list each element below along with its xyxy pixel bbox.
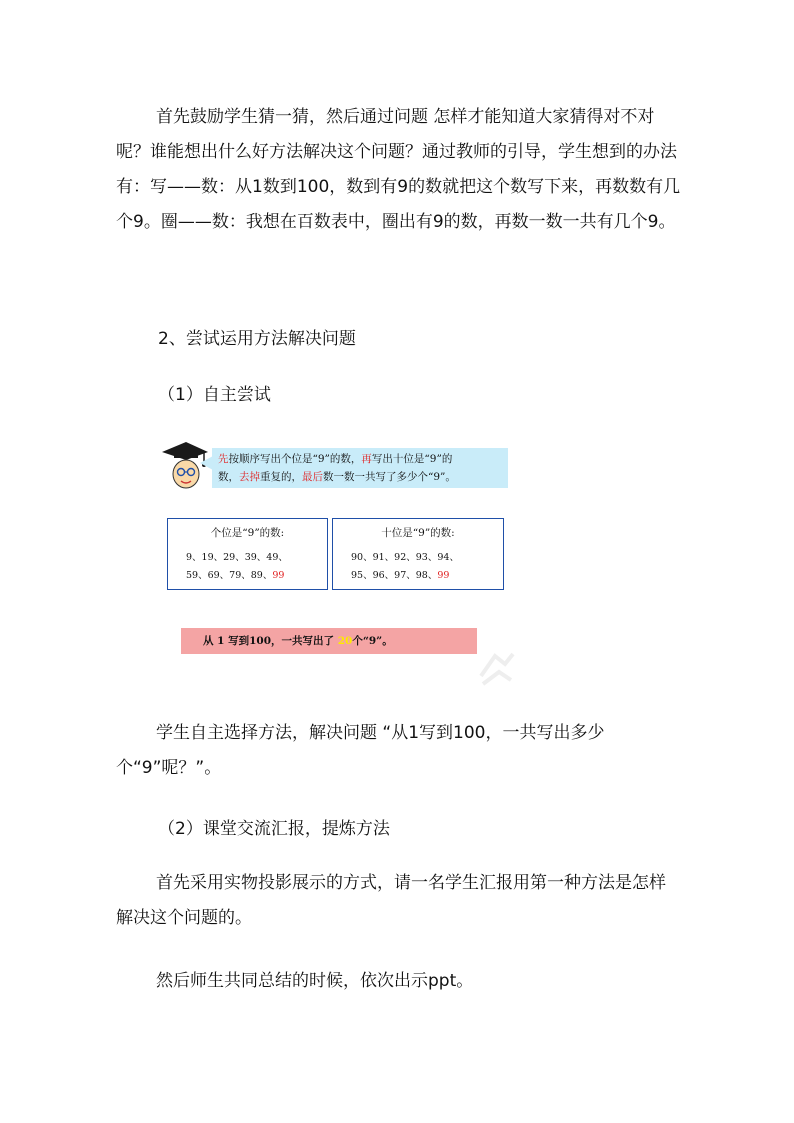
ones-box-line-1: 9、19、29、39、49、 — [186, 552, 288, 563]
student-choice-paragraph: 学生自主选择方法，解决问题 “从1写到100，一共写出多少个“9”呢？”。 — [116, 723, 605, 778]
ones-box-line-2: 59、69、79、89、99 — [186, 570, 285, 581]
tens-box-line-2: 95、96、97、98、99 — [351, 570, 450, 581]
result-banner: 从 1 写到100，一共写出了 20个“9”。 — [181, 628, 477, 654]
section-heading-2: 2、尝试运用方法解决问题 — [158, 329, 356, 349]
tens-digit-nine-box — [332, 518, 504, 590]
tens-box-line-1: 90、91、92、93、94、 — [351, 552, 459, 563]
ones-box-title: 个位是“9”的数: — [210, 527, 285, 539]
ones-digit-nine-box — [167, 518, 328, 590]
projection-paragraph: 首先采用实物投影展示的方式，请一名学生汇报用第一种方法是怎样解决这个问题的。 — [116, 873, 666, 928]
subsection-heading-report: （2）课堂交流汇报，提炼方法 — [158, 819, 390, 839]
tens-box-title: 十位是“9”的数: — [381, 527, 455, 539]
speech-bubble: 先按顺序写出个位是“9”的数，再写出十位是“9”的 数，去掉重复的，最后数一数一共写了多少个“9”。 — [212, 448, 508, 488]
faint-watermark-icon — [475, 646, 519, 690]
summary-paragraph: 然后师生共同总结的时候，依次出示ppt。 — [156, 971, 474, 991]
intro-paragraph: 首先鼓励学生猜一猜，然后通过问题 怎样才能知道大家猜得对不对呢？谁能想出什么好方法解决这个问题？通过教师的引导，学生想到的办法有：写——数：从1数到100，数到有9的数就把这个数写下来，再数数有几个9。圈——数：我想在百数表中，圈出有9的数，再数一数一共有几个9。 — [116, 107, 681, 232]
subsection-heading-self-try: （1）自主尝试 — [158, 385, 271, 405]
